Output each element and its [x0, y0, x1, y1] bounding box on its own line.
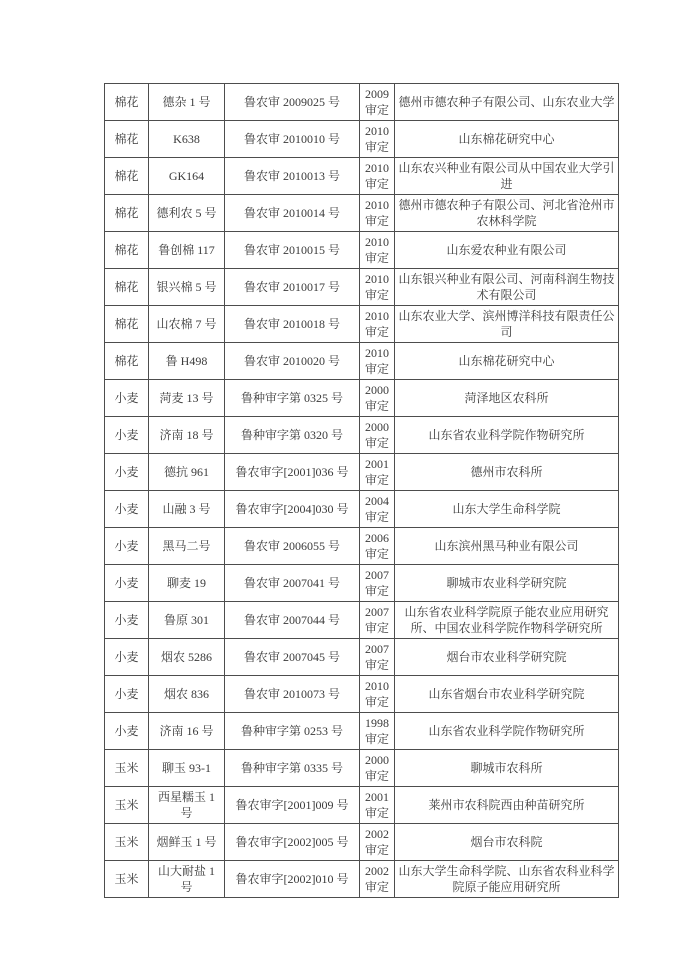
approval-year-cell	[360, 417, 395, 454]
variety-name-cell: 山融 3 号	[149, 491, 225, 528]
approval-number-cell: 鲁农审字[2002]005 号	[225, 824, 360, 861]
institution-cell: 山东棉花研究中心	[395, 343, 619, 380]
table-row	[105, 750, 619, 787]
variety-name-cell: 聊麦 19	[149, 565, 225, 602]
institution-cell: 烟台市农业科学研究院	[395, 639, 619, 676]
institution-cell: 德州市德农种子有限公司、山东农业大学	[395, 84, 619, 121]
approval-number-cell: 鲁农审字[2001]009 号	[225, 787, 360, 824]
table-row	[105, 861, 619, 898]
variety-name-cell: 鲁 H498	[149, 343, 225, 380]
table-row	[105, 121, 619, 158]
table-body	[105, 84, 619, 898]
crop-type-cell: 小麦	[105, 676, 149, 713]
approval-year: 2010	[365, 272, 389, 286]
approval-number-cell: 鲁农审 2010073 号	[225, 676, 360, 713]
crop-type-cell: 棉花	[105, 158, 149, 195]
approval-year: 2007	[365, 642, 389, 656]
variety-name-cell: K638	[149, 121, 225, 158]
table-row	[105, 824, 619, 861]
table-row	[105, 417, 619, 454]
approval-number-cell: 鲁农审字[2002]010 号	[225, 861, 360, 898]
approval-status: 审定	[364, 177, 389, 191]
approval-year-cell	[360, 861, 395, 898]
crop-type-cell: 玉米	[105, 787, 149, 824]
approval-number-cell: 鲁种审字第 0253 号	[225, 713, 360, 750]
institution-cell: 山东省农业科学院作物研究所	[395, 417, 619, 454]
table-row	[105, 158, 619, 195]
table-row	[105, 491, 619, 528]
approval-year-cell	[360, 454, 395, 491]
approval-year-cell	[360, 713, 395, 750]
approval-year-cell	[360, 380, 395, 417]
institution-cell: 莱州市农科院西由种苗研究所	[395, 787, 619, 824]
approval-year-cell	[360, 639, 395, 676]
crop-type-cell: 棉花	[105, 195, 149, 232]
institution-cell: 烟台市农科院	[395, 824, 619, 861]
crop-type-cell: 小麦	[105, 417, 149, 454]
approval-status: 审定	[364, 658, 389, 672]
approval-year: 2004	[365, 494, 389, 508]
institution-cell: 山东农兴种业有限公司从中国农业大学引进	[395, 158, 619, 195]
approval-status: 审定	[364, 473, 389, 487]
approval-year-cell	[360, 491, 395, 528]
crop-type-cell: 玉米	[105, 750, 149, 787]
institution-cell: 菏泽地区农科所	[395, 380, 619, 417]
variety-name-cell: 山农棉 7 号	[149, 306, 225, 343]
variety-name-cell: 黑马二号	[149, 528, 225, 565]
approval-number-cell: 鲁种审字第 0320 号	[225, 417, 360, 454]
approval-status: 审定	[364, 510, 389, 524]
approval-status: 审定	[364, 880, 389, 894]
approval-number-cell: 鲁种审字第 0335 号	[225, 750, 360, 787]
table-row	[105, 787, 619, 824]
variety-name-cell: 山大耐盐 1 号	[149, 861, 225, 898]
approval-number-cell: 鲁农审 2009025 号	[225, 84, 360, 121]
approval-status: 审定	[364, 140, 389, 154]
table-row	[105, 306, 619, 343]
institution-cell: 山东省农业科学院原子能农业应用研究所、中国农业科学院作物科学研究所	[395, 602, 619, 639]
approval-year: 2010	[365, 161, 389, 175]
approval-number-cell: 鲁农审字[2004]030 号	[225, 491, 360, 528]
approval-year-cell	[360, 121, 395, 158]
table-row	[105, 565, 619, 602]
variety-name-cell: 西星糯玉 1 号	[149, 787, 225, 824]
crop-type-cell: 小麦	[105, 380, 149, 417]
approval-year-cell	[360, 343, 395, 380]
institution-cell: 聊城市农业科学研究院	[395, 565, 619, 602]
variety-name-cell: 鲁创棉 117	[149, 232, 225, 269]
approval-year: 2002	[365, 827, 389, 841]
crop-type-cell: 小麦	[105, 528, 149, 565]
approval-year: 2009	[365, 87, 389, 101]
crop-type-cell: 小麦	[105, 491, 149, 528]
table-row	[105, 195, 619, 232]
crop-type-cell: 棉花	[105, 121, 149, 158]
table-row	[105, 639, 619, 676]
approval-year-cell	[360, 528, 395, 565]
approval-year: 2000	[365, 420, 389, 434]
institution-cell: 山东银兴种业有限公司、河南科润生物技术有限公司	[395, 269, 619, 306]
approval-year-cell	[360, 676, 395, 713]
crop-type-cell: 小麦	[105, 639, 149, 676]
variety-name-cell: 济南 18 号	[149, 417, 225, 454]
approval-number-cell: 鲁农审 2010020 号	[225, 343, 360, 380]
approval-status: 审定	[364, 325, 389, 339]
approval-year: 2010	[365, 679, 389, 693]
approval-year: 2000	[365, 753, 389, 767]
approval-year-cell	[360, 565, 395, 602]
approval-year-cell	[360, 306, 395, 343]
variety-name-cell: 济南 16 号	[149, 713, 225, 750]
approval-year: 2000	[365, 383, 389, 397]
approval-status: 审定	[364, 621, 389, 635]
approval-year-cell	[360, 232, 395, 269]
crop-type-cell: 棉花	[105, 269, 149, 306]
table-row	[105, 713, 619, 750]
variety-name-cell: GK164	[149, 158, 225, 195]
institution-cell: 山东爱农种业有限公司	[395, 232, 619, 269]
institution-cell: 德州市农科所	[395, 454, 619, 491]
approval-year: 2006	[365, 531, 389, 545]
approval-year: 2007	[365, 605, 389, 619]
variety-name-cell: 烟农 5286	[149, 639, 225, 676]
approval-year-cell	[360, 158, 395, 195]
approval-status: 审定	[364, 843, 389, 857]
institution-cell: 山东省农业科学院作物研究所	[395, 713, 619, 750]
institution-cell: 山东滨州黑马种业有限公司	[395, 528, 619, 565]
crop-type-cell: 小麦	[105, 454, 149, 491]
variety-name-cell: 鲁原 301	[149, 602, 225, 639]
approval-year: 2010	[365, 346, 389, 360]
approval-number-cell: 鲁农审 2006055 号	[225, 528, 360, 565]
variety-name-cell: 烟鲜玉 1 号	[149, 824, 225, 861]
crop-type-cell: 小麦	[105, 713, 149, 750]
approval-status: 审定	[364, 584, 389, 598]
crop-type-cell: 玉米	[105, 861, 149, 898]
approval-status: 审定	[364, 732, 389, 746]
approval-year-cell	[360, 269, 395, 306]
approval-number-cell: 鲁农审 2007044 号	[225, 602, 360, 639]
institution-cell: 聊城市农科所	[395, 750, 619, 787]
crop-type-cell: 棉花	[105, 343, 149, 380]
approval-number-cell: 鲁农审 2010010 号	[225, 121, 360, 158]
approval-number-cell: 鲁农审 2010015 号	[225, 232, 360, 269]
institution-cell: 德州市德农种子有限公司、河北省沧州市农林科学院	[395, 195, 619, 232]
institution-cell: 山东棉花研究中心	[395, 121, 619, 158]
approval-year: 2010	[365, 309, 389, 323]
variety-name-cell: 德抗 961	[149, 454, 225, 491]
approval-status: 审定	[364, 214, 389, 228]
table-row	[105, 269, 619, 306]
crop-type-cell: 玉米	[105, 824, 149, 861]
crop-variety-table	[104, 83, 619, 898]
table-row	[105, 232, 619, 269]
variety-name-cell: 德利农 5 号	[149, 195, 225, 232]
approval-status: 审定	[364, 769, 389, 783]
variety-name-cell: 菏麦 13 号	[149, 380, 225, 417]
crop-type-cell: 小麦	[105, 602, 149, 639]
approval-year: 2010	[365, 235, 389, 249]
table-row	[105, 528, 619, 565]
approval-year-cell	[360, 787, 395, 824]
approval-status: 审定	[364, 436, 389, 450]
approval-number-cell: 鲁农审 2010017 号	[225, 269, 360, 306]
approval-status: 审定	[364, 399, 389, 413]
table-row	[105, 454, 619, 491]
approval-year-cell	[360, 750, 395, 787]
variety-name-cell: 德杂 1 号	[149, 84, 225, 121]
approval-year-cell	[360, 824, 395, 861]
crop-type-cell: 小麦	[105, 565, 149, 602]
approval-year: 2002	[365, 864, 389, 878]
approval-year: 2010	[365, 198, 389, 212]
approval-year: 1998	[365, 716, 389, 730]
table-row	[105, 343, 619, 380]
approval-status: 审定	[364, 288, 389, 302]
approval-status: 审定	[364, 547, 389, 561]
table-row	[105, 676, 619, 713]
crop-type-cell: 棉花	[105, 84, 149, 121]
approval-number-cell: 鲁农审 2007041 号	[225, 565, 360, 602]
approval-number-cell: 鲁农审 2010013 号	[225, 158, 360, 195]
approval-year-cell	[360, 195, 395, 232]
institution-cell: 山东农业大学、滨州博洋科技有限责任公司	[395, 306, 619, 343]
approval-year: 2010	[365, 124, 389, 138]
variety-name-cell: 聊玉 93-1	[149, 750, 225, 787]
institution-cell: 山东省烟台市农业科学研究院	[395, 676, 619, 713]
approval-year: 2007	[365, 568, 389, 582]
approval-number-cell: 鲁农审 2010018 号	[225, 306, 360, 343]
approval-number-cell: 鲁农审字[2001]036 号	[225, 454, 360, 491]
institution-cell: 山东大学生命科学院、山东省农科业科学院原子能应用研究所	[395, 861, 619, 898]
approval-year: 2001	[365, 790, 389, 804]
approval-number-cell: 鲁农审 2010014 号	[225, 195, 360, 232]
approval-status: 审定	[364, 251, 389, 265]
table-row	[105, 380, 619, 417]
approval-year-cell	[360, 602, 395, 639]
variety-name-cell: 银兴棉 5 号	[149, 269, 225, 306]
approval-status: 审定	[364, 806, 389, 820]
approval-number-cell: 鲁种审字第 0325 号	[225, 380, 360, 417]
crop-type-cell: 棉花	[105, 232, 149, 269]
crop-type-cell: 棉花	[105, 306, 149, 343]
table-row	[105, 84, 619, 121]
table-row	[105, 602, 619, 639]
approval-status: 审定	[364, 695, 389, 709]
approval-year-cell	[360, 84, 395, 121]
institution-cell: 山东大学生命科学院	[395, 491, 619, 528]
approval-status: 审定	[364, 362, 389, 376]
approval-number-cell: 鲁农审 2007045 号	[225, 639, 360, 676]
approval-year: 2001	[365, 457, 389, 471]
approval-status: 审定	[364, 103, 389, 117]
variety-name-cell: 烟农 836	[149, 676, 225, 713]
